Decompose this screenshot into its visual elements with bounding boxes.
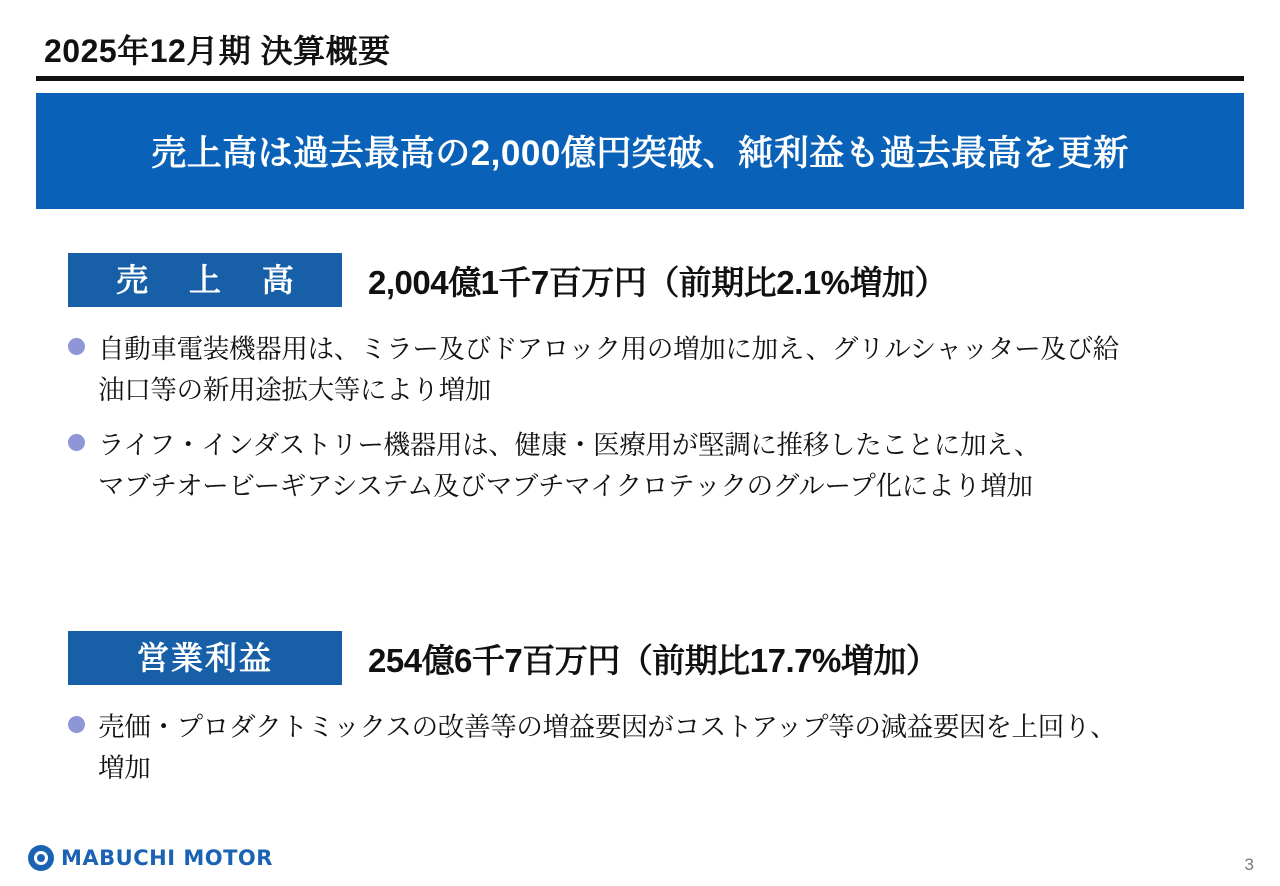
company-logo	[28, 845, 273, 871]
headline-banner	[36, 93, 1244, 209]
bullet-line-2: 増加	[98, 753, 151, 784]
section-sales-bullets	[0, 329, 1280, 507]
bullet-text	[98, 707, 1116, 789]
page-number: 3	[1244, 855, 1254, 874]
bullet-text	[98, 425, 1040, 507]
section-operating-profit	[0, 631, 1280, 803]
bullet-line-1: 売価・プロダクトミックスの改善等の増益要因がコストアップ等の減益要因を上回り、	[98, 712, 1117, 742]
section-operating-profit-value: 254億6千7百万円（前期比17.7%増加）	[368, 641, 939, 679]
bullet-dot-icon	[68, 716, 85, 733]
section-sales-value: 2,004億1千7百万円（前期比2.1%増加）	[368, 263, 948, 301]
bullet-line-1: 自動車電装機器用は、ミラー及びドアロック用の増加に加え、グリルシャッター及び給	[98, 334, 1119, 364]
bullet-line-1: ライフ・インダストリー機器用は、健康・医療用が堅調に推移したことに加え、	[98, 430, 1041, 461]
list-item	[68, 329, 1280, 411]
bullet-dot-icon	[68, 338, 85, 355]
page-title: 2025年12月期 決算概要	[44, 33, 391, 69]
bullet-line-2: 油口等の新用途拡大等により増加	[98, 375, 491, 406]
bullet-dot-icon	[68, 434, 85, 451]
section-sales-tag: 売 上 高	[68, 253, 342, 307]
section-operating-profit-tag: 営業利益	[68, 631, 342, 685]
section-sales-head	[0, 253, 1280, 307]
headline-text: 売上高は過去最高の2,000億円突破、純利益も過去最高を更新	[151, 134, 1129, 173]
list-item	[68, 425, 1280, 507]
title-divider	[36, 76, 1244, 81]
bullet-line-2: マブチオービーギアシステム及びマブチマイクロテックのグループ化により増加	[98, 471, 1033, 502]
company-logo-text: MABUCHI MOTOR	[61, 846, 273, 870]
section-operating-profit-bullets	[0, 707, 1280, 789]
list-item	[68, 707, 1280, 789]
bullet-text	[98, 329, 1119, 411]
mabuchi-logo-icon	[28, 845, 54, 871]
section-sales	[0, 253, 1280, 521]
section-operating-profit-head	[0, 631, 1280, 685]
